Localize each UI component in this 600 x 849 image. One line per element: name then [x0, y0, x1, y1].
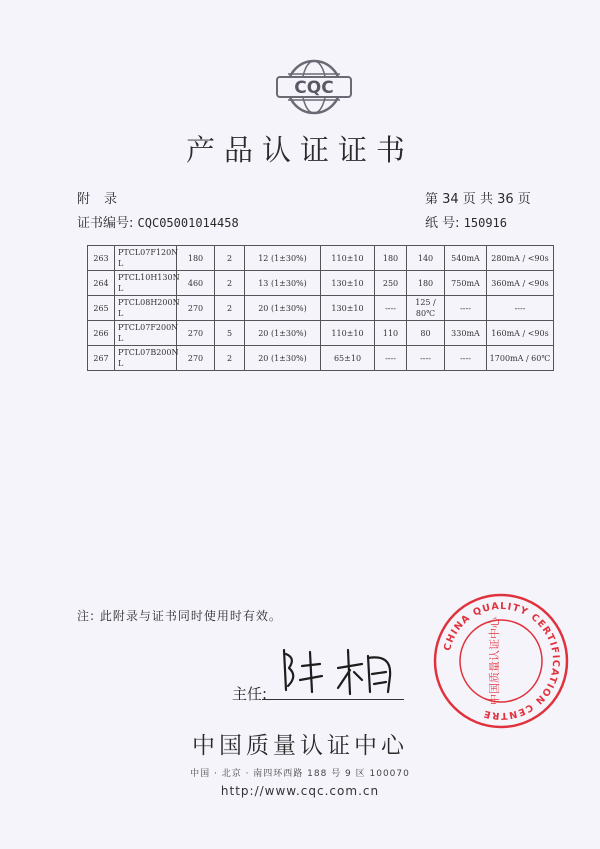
table-cell-c6: ---- [407, 346, 445, 371]
table-cell-c2: 2 [215, 246, 245, 271]
director-signature [262, 636, 412, 700]
paper-number-label: 纸 号: [425, 216, 460, 231]
official-seal [430, 590, 572, 732]
table-cell-c6: 125 / 80℃ [407, 296, 445, 321]
table-cell-id: 265 [88, 296, 115, 321]
table-cell-c4: 110±10 [321, 321, 375, 346]
table-row [88, 246, 554, 271]
table-cell-id: 266 [88, 321, 115, 346]
table-cell-c3: 20 (1±30%) [245, 346, 321, 371]
table-cell-model: PTCL08H200N L [115, 296, 177, 321]
table-cell-c3: 20 (1±30%) [245, 321, 321, 346]
issuer-name: 中国质量认证中心 [192, 733, 408, 759]
table-cell-c7: ---- [445, 296, 487, 321]
table-cell-c5: ---- [375, 346, 407, 371]
cqc-logo [275, 58, 353, 116]
appendix-label: 附录 [77, 192, 132, 207]
table-cell-c5: 110 [375, 321, 407, 346]
table-cell-id: 264 [88, 271, 115, 296]
footnote: 注: 此附录与证书同时使用时有效。 [77, 609, 282, 623]
table-cell-c3: 20 (1±30%) [245, 296, 321, 321]
table-cell-c5: 180 [375, 246, 407, 271]
table-cell-c2: 2 [215, 271, 245, 296]
table-cell-c8: ---- [487, 296, 554, 321]
table-cell-c4: 110±10 [321, 246, 375, 271]
table-cell-c1: 270 [177, 321, 215, 346]
table-cell-id: 267 [88, 346, 115, 371]
table-cell-c8: 1700mA / 60℃ [487, 346, 554, 371]
table-row [88, 321, 554, 346]
table-cell-c6: 140 [407, 246, 445, 271]
table-cell-c2: 2 [215, 296, 245, 321]
table-cell-c7: ---- [445, 346, 487, 371]
table-cell-c1: 270 [177, 296, 215, 321]
table-cell-id: 263 [88, 246, 115, 271]
table-row [88, 271, 554, 296]
table-cell-model: PTCL07B200N L [115, 346, 177, 371]
table-cell-model: PTCL07F120N L [115, 246, 177, 271]
table-cell-c4: 130±10 [321, 296, 375, 321]
table-cell-model: PTCL07F200N L [115, 321, 177, 346]
table-cell-c7: 540mA [445, 246, 487, 271]
issuer-website: http://www.cqc.com.cn [220, 784, 380, 798]
table-cell-c5: 250 [375, 271, 407, 296]
paper-number-row [425, 212, 507, 231]
signature-line [262, 699, 404, 700]
table-cell-c6: 80 [407, 321, 445, 346]
cert-number-row [77, 212, 239, 231]
cert-number-value: CQC05001014458 [137, 216, 239, 230]
table-cell-c4: 65±10 [321, 346, 375, 371]
cert-number-label: 证书编号: [77, 216, 134, 231]
table-cell-c5: ---- [375, 296, 407, 321]
table-cell-c8: 360mA / <90s [487, 271, 554, 296]
table-cell-c7: 330mA [445, 321, 487, 346]
table-cell-c4: 130±10 [321, 271, 375, 296]
seal-text-cn: 中国质量认证中心 [488, 617, 501, 705]
product-table [87, 245, 554, 371]
table-cell-c6: 180 [407, 271, 445, 296]
table-cell-c3: 13 (1±30%) [245, 271, 321, 296]
table-cell-c1: 460 [177, 271, 215, 296]
table-cell-c8: 280mA / <90s [487, 246, 554, 271]
logo-text: CQC [294, 78, 334, 98]
table-cell-c1: 180 [177, 246, 215, 271]
table-cell-c7: 750mA [445, 271, 487, 296]
table-cell-model: PTCL10H130N L [115, 271, 177, 296]
director-label: 主任: [232, 685, 268, 703]
page-title: 产品认证证书 [185, 133, 414, 167]
table-cell-c8: 160mA / <90s [487, 321, 554, 346]
table-cell-c3: 12 (1±30%) [245, 246, 321, 271]
seal-text-en: CHINA QUALITY CERTIFICATION CENTRE [442, 600, 562, 722]
table-cell-c2: 2 [215, 346, 245, 371]
page-info: 第 34 页 共 36 页 [425, 192, 531, 207]
table-row [88, 346, 554, 371]
paper-number-value: 150916 [463, 216, 508, 230]
table-cell-c2: 5 [215, 321, 245, 346]
issuer-address: 中国 · 北京 · 南四环西路 188 号 9 区 100070 [190, 769, 410, 779]
table-row [88, 296, 554, 321]
table-cell-c1: 270 [177, 346, 215, 371]
